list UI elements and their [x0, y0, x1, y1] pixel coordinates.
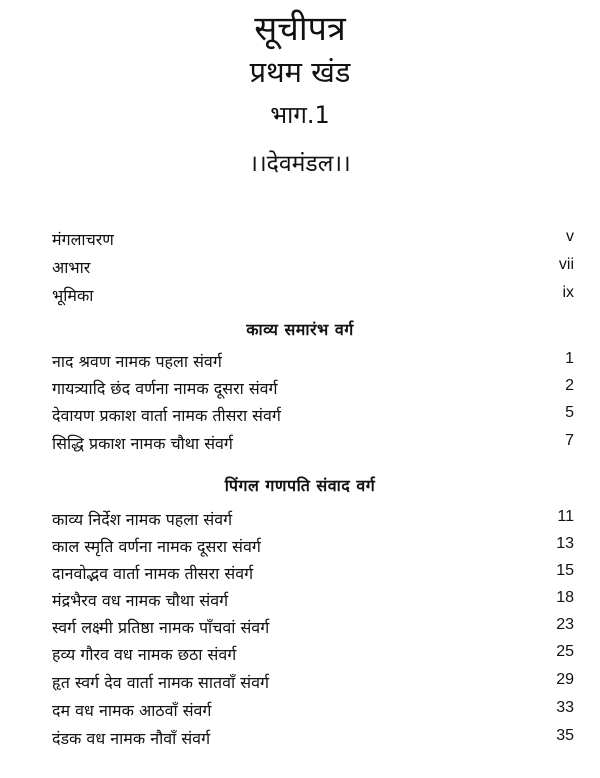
- entry-label: हृत स्वर्ग देव वार्ता नामक सातवाँ संवर्ग: [52, 673, 269, 692]
- section-heading: पिंगल गणपति संवाद वर्ग: [224, 476, 376, 495]
- toc-entry: [52, 535, 574, 559]
- entry-label: दंडक वध नामक नौवाँ संवर्ग: [52, 729, 211, 748]
- entry-label: आभार: [52, 258, 91, 277]
- toc-entry: [52, 643, 574, 667]
- entry-label: काल स्मृति वर्णना नामक दूसरा संवर्ग: [52, 537, 261, 556]
- entry-label: गायत्र्यादि छंद वर्णना नामक दूसरा संवर्ग: [52, 379, 278, 398]
- toc-entry: [52, 377, 574, 401]
- toc-entry: [52, 671, 574, 695]
- toc-entry: [52, 228, 574, 252]
- entry-page: 7: [565, 432, 574, 449]
- entry-label: नाद श्रवण नामक पहला संवर्ग: [52, 352, 222, 371]
- toc-entry: [52, 589, 574, 613]
- entry-label: काव्य निर्देश नामक पहला संवर्ग: [52, 510, 233, 529]
- entry-page: v: [566, 228, 574, 245]
- toc-entry: [52, 616, 574, 640]
- entry-page: 18: [556, 589, 574, 606]
- entry-label: हव्य गौरव वध नामक छठा संवर्ग: [52, 645, 237, 664]
- entry-label: स्वर्ग लक्ष्मी प्रतिष्ठा नामक पाँचवां संवर्ग: [52, 618, 270, 637]
- toc-entry: [52, 508, 574, 532]
- entry-page: vii: [558, 256, 574, 273]
- entry-label: देवायण प्रकाश वार्ता नामक तीसरा संवर्ग: [52, 406, 281, 425]
- entry-label: दानवोद्भव वार्ता नामक तीसरा संवर्ग: [52, 564, 254, 583]
- toc-entry: [52, 350, 574, 374]
- entry-page: ix: [562, 284, 574, 301]
- toc-entry: [52, 699, 574, 723]
- section-heading: काव्य समारंभ वर्ग: [246, 320, 354, 339]
- toc-entry: [52, 256, 574, 280]
- mandal-title: ।।देवमंडल।।: [249, 151, 351, 177]
- page-title: सूचीपत्र: [254, 9, 346, 49]
- entry-page: 5: [565, 404, 574, 421]
- entry-page: 23: [556, 616, 574, 633]
- toc-entry: [52, 284, 574, 308]
- entry-label: मंद्रभैरव वध नामक चौथा संवर्ग: [52, 591, 229, 610]
- entry-page: 13: [556, 535, 574, 552]
- entry-label: मंगलाचरण: [52, 230, 114, 249]
- volume-title: प्रथम खंड: [249, 55, 351, 89]
- toc-entry: [52, 562, 574, 586]
- entry-label: सिद्धि प्रकाश नामक चौथा संवर्ग: [52, 434, 233, 453]
- entry-label: दम वध नामक आठवाँ संवर्ग: [52, 701, 212, 720]
- entry-page: 35: [556, 727, 574, 744]
- entry-page: 15: [556, 562, 574, 579]
- toc-entry: [52, 404, 574, 428]
- toc-entry: [52, 432, 574, 456]
- entry-label: भूमिका: [52, 286, 94, 305]
- part-title: भाग.1: [270, 101, 330, 129]
- entry-page: 25: [556, 643, 574, 660]
- toc-entry: [52, 727, 574, 751]
- entry-page: 11: [557, 508, 574, 525]
- entry-page: 1: [565, 350, 574, 367]
- entry-page: 29: [556, 671, 574, 688]
- entry-page: 33: [556, 699, 574, 716]
- entry-page: 2: [565, 377, 574, 394]
